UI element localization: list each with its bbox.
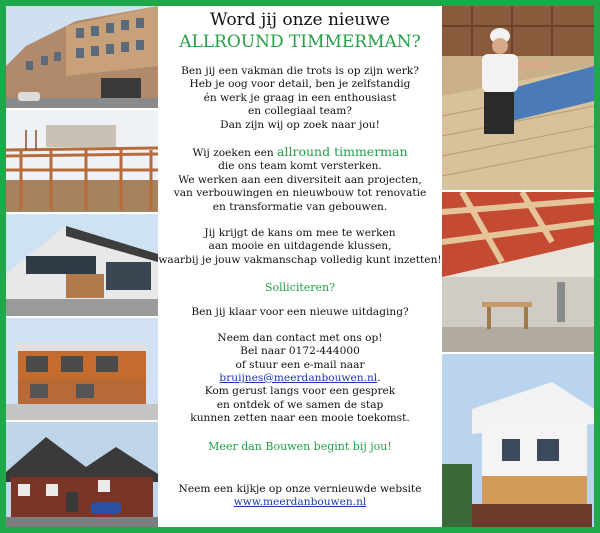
search-line: en transformatie van gebouwen. xyxy=(212,200,388,213)
chance-line: aan mooie en uitdagende klussen, xyxy=(208,240,392,253)
intro-line: en collegiaal team? xyxy=(248,105,352,118)
chance-line: waarbij je jouw vakmanschap volledig kunt inzetten! xyxy=(158,253,442,266)
intro-line: Dan zijn wij op zoek naar jou! xyxy=(220,118,380,131)
photo-rowhouses xyxy=(6,6,158,108)
website-block xyxy=(158,483,442,510)
title-line-1: Word jij onze nieuwe xyxy=(210,10,390,30)
intro-line: Heb je oog voor detail, ben je zelfstandig xyxy=(189,78,411,91)
search-block xyxy=(158,145,442,214)
visit-line: kunnen zetten naar een mooie toekomst. xyxy=(190,412,410,425)
intro-line: Ben jij een vakman die trots is op zijn werk? xyxy=(181,65,419,77)
right-photo-column xyxy=(442,6,594,527)
visit-line: Kom gerust langs voor een gesprek xyxy=(204,385,396,398)
photo-interior-beams xyxy=(442,192,594,352)
search-line: We werken aan een diversiteit aan projecten, xyxy=(178,173,422,186)
search-line xyxy=(158,145,442,160)
slogan: Meer dan Bouwen begint bij jou! xyxy=(208,439,392,453)
search-line: van verbouwingen en nieuwbouw tot renovatie xyxy=(173,187,427,200)
vacancy-text xyxy=(158,6,442,527)
photo-modern-office xyxy=(6,214,158,316)
search-prefix: Wij zoeken een xyxy=(192,147,278,160)
photo-timber-frame xyxy=(6,110,158,212)
photo-finished-house xyxy=(442,354,594,527)
contact-block xyxy=(158,332,442,426)
contact-line: Neem dan contact met ons op! xyxy=(217,331,383,344)
chance-line: Jij krijgt de kans om mee te werken xyxy=(204,227,396,240)
chance-block xyxy=(158,227,442,267)
email-intro: of stuur een e-mail naar xyxy=(235,358,365,371)
flyer xyxy=(6,6,594,527)
photo-wooden-building xyxy=(6,318,158,420)
title-line-2: ALLROUND TIMMERMAN? xyxy=(179,32,421,52)
intro-line: én werk je graag in een enthousiast xyxy=(203,91,397,104)
phone-line[interactable]: Bel naar 0172-444000 xyxy=(240,345,360,358)
role-highlight: allround timmerman xyxy=(277,144,408,160)
email-line xyxy=(158,372,442,385)
photo-carpenter-roof xyxy=(442,6,594,190)
website-intro: Neem een kijkje op onze vernieuwde website xyxy=(178,482,422,495)
search-line: die ons team komt versterken. xyxy=(218,160,382,173)
challenge-line: Ben jij klaar voor een nieuwe uitdaging? xyxy=(191,306,409,319)
email-link[interactable]: bruijnes@meerdanbouwen.nl xyxy=(219,371,378,384)
photo-brick-house xyxy=(6,422,158,527)
apply-heading: Solliciteren? xyxy=(264,281,336,295)
visit-line: en ontdek of we samen de stap xyxy=(216,398,384,411)
intro-block xyxy=(158,65,442,132)
website-link[interactable]: www.meerdanbouwen.nl xyxy=(233,495,367,508)
left-photo-column xyxy=(6,6,158,527)
email-suffix: . xyxy=(377,371,381,384)
